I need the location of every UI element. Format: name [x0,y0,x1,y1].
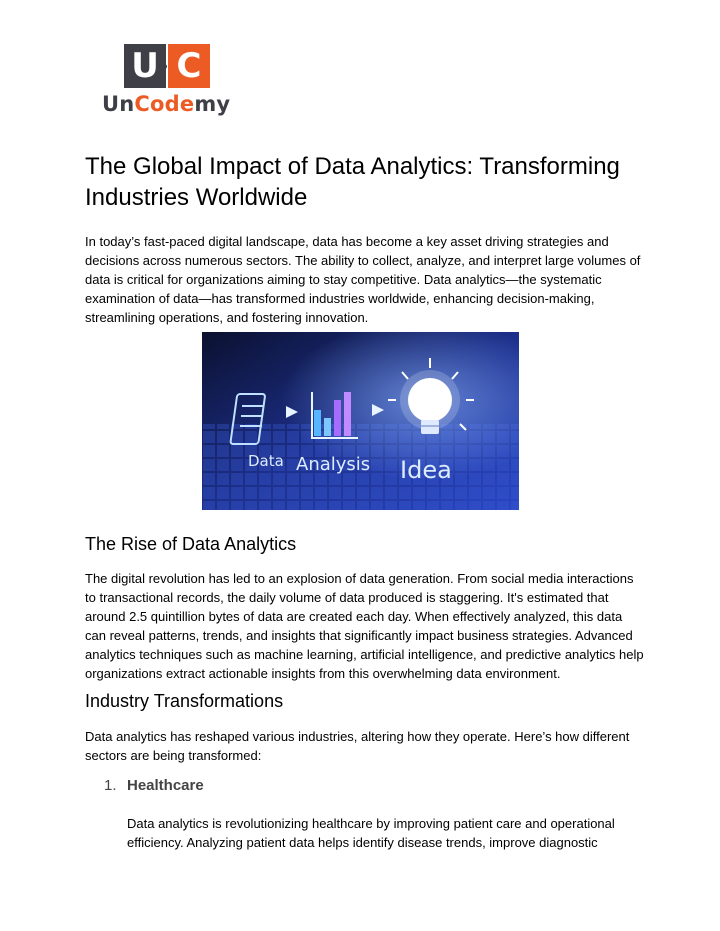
logo-u-block: U [124,44,166,88]
data-analytics-illustration [202,332,519,510]
list-item-body-healthcare: Data analytics is revolutionizing healthcare by improving patient care and operational efficiency. Analyzing patient data helps identify disease trends, improve diagnostic [127,816,615,850]
logo-c-block: C [168,44,210,88]
logo-word-my: my [194,92,231,116]
logo-word-code: Code [134,92,195,116]
list-item-title-healthcare: Healthcare [127,777,204,794]
logo-dot [162,64,167,69]
intro-paragraph: In today’s fast-paced digital landscape, data has become a key asset driving strategies and decisions across numerous sectors. The ability to collect, analyze, and interpret large volumes of data is critical for organizations aiming to stay competitive. Data analytics—the systematic examination of data—has transformed industries worldwide, enhancing decision-making, streamlining operations, and fostering innovation. [85,234,641,325]
logo-word-un: Un [102,92,135,116]
uncodemy-logo [102,44,231,124]
section-industry-paragraph: Data analytics has reshaped various industries, altering how they operate. Here’s how different sectors are being transformed: [85,729,630,763]
section-heading-industry: Industry Transformations [85,691,284,711]
image-label-analysis: Analysis [296,454,371,475]
logo-wordmark [102,92,230,116]
section-heading-rise: The Rise of Data Analytics [85,534,297,554]
article-title: The Global Impact of Data Analytics: Transforming Industries Worldwide [85,153,620,211]
list-item-number: 1. [104,777,117,794]
image-label-data: Data [248,452,284,470]
section-rise-paragraph: The digital revolution has led to an explosion of data generation. From social media interactions to transactional records, the daily volume of data produced is staggering. It's estimated that around 2.5 quintillion bytes of data are created each day. When effectively analyzed, this data can reveal patterns, trends, and insights that significantly impact business strategies. Advanced analytics techniques such as machine learning, artificial intelligence, and predictive analytics help organizations extract actionable insights from this overwhelming data environment. [85,571,644,681]
image-label-idea: Idea [400,456,452,484]
